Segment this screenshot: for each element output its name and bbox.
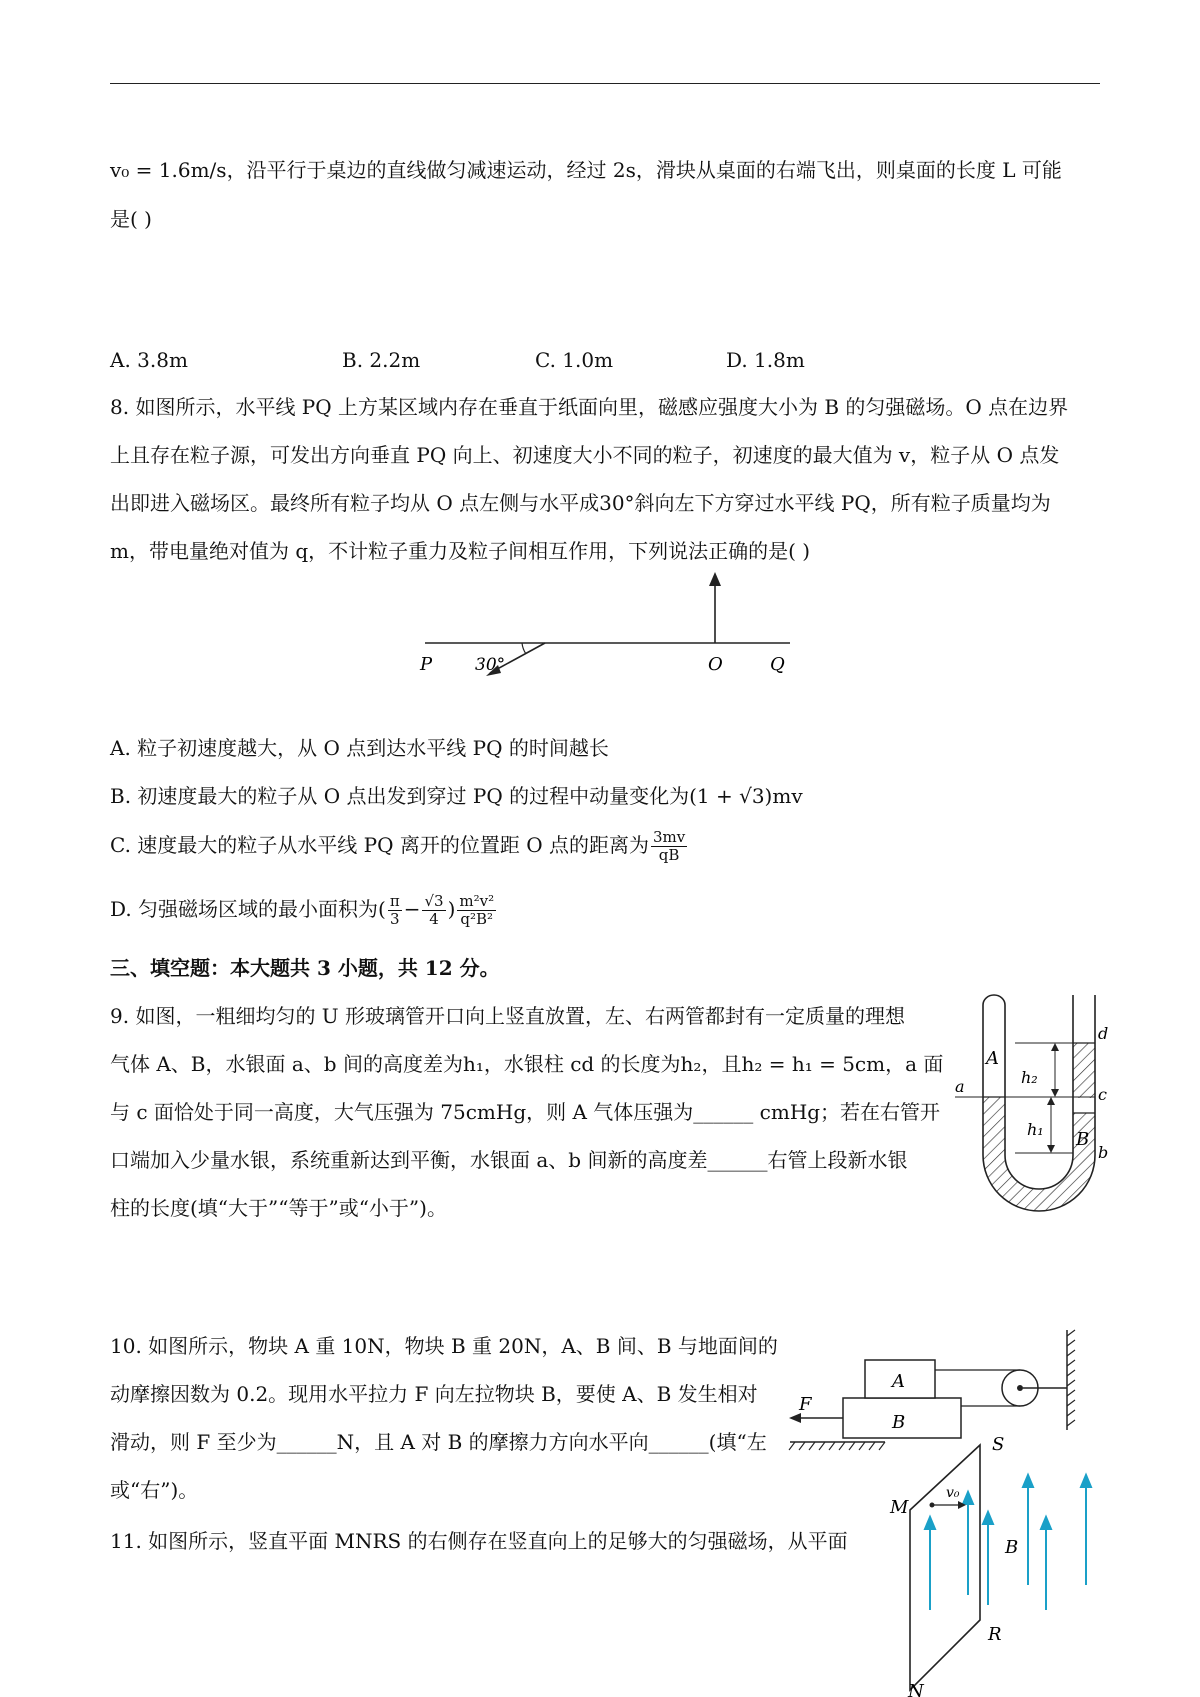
q8-option-c-text: C. 速度最大的粒子从水平线 PQ 离开的位置距 O 点的距离为 (110, 833, 649, 857)
q9-line-4: 口端加入少量水银，系统重新达到平衡，水银面 a、b 间新的高度差______右管上段新水银 (110, 1148, 908, 1172)
q10-line-4: 或“右”)。 (110, 1478, 199, 1502)
q8-line-1: 8. 如图所示，水平线 PQ 上方某区域内存在垂直于纸面向里，磁感应强度大小为 B 的匀强磁场。O 点在边界 (110, 395, 1069, 419)
q8-option-b: B. 初速度最大的粒子从 O 点出发到穿过 PQ 的过程中动量变化为(1 + √3)mv (110, 784, 803, 808)
q8-fig-label-p: P (420, 654, 433, 675)
q8-line-2: 上且存在粒子源，可发出方向垂直 PQ 向上、初速度大小不同的粒子，初速度的最大值为 v，粒子从 O 点发 (110, 443, 1060, 467)
q11-field-figure (880, 1435, 1100, 1697)
q8-option-c (110, 829, 689, 864)
q9-fig-label-h2: h₂ (1021, 1068, 1038, 1087)
q9-fig-label-c: c (1098, 1085, 1107, 1104)
q9-line-3: 与 c 面恰处于同一高度，大气压强为 75cmHg，则 A 气体压强为______ cmHg；若在右管开 (110, 1100, 941, 1124)
header-rule (110, 83, 1100, 84)
q9-fig-label-a-gas: A (986, 1048, 999, 1069)
q9-line-2: 气体 A、B，水银面 a、b 间的高度差为h₁，水银柱 cd 的长度为h₂，且h₂ = h₁ = 5cm，a 面 (110, 1052, 944, 1076)
q8-option-d-frac-3-den: q²B² (460, 910, 494, 928)
q11-fig-label-r: R (988, 1624, 1002, 1645)
q8-option-d-frac-1-den: 3 (390, 910, 400, 928)
q7-option-a: A. 3.8m (110, 348, 188, 372)
q11-line-1: 11. 如图所示，竖直平面 MNRS 的右侧存在竖直向上的足够大的匀强磁场，从平面 (110, 1529, 848, 1553)
q11-fig-label-m: M (890, 1497, 909, 1518)
q8-figure (410, 570, 800, 685)
q10-line-1: 10. 如图所示，物块 A 重 10N，物块 B 重 20N，A、B 间、B 与地面间的 (110, 1334, 778, 1358)
q7-line-2: 是( ) (110, 207, 152, 231)
q9-fig-label-d: d (1098, 1024, 1109, 1043)
q8-option-d-text: D. 匀强磁场区域的最小面积为( (110, 897, 386, 921)
q7-option-d: D. 1.8m (726, 348, 805, 372)
q7-option-c: C. 1.0m (535, 348, 614, 372)
q8-option-d (110, 893, 498, 928)
q11-fig-label-b: B (1005, 1537, 1019, 1558)
q8-option-d-minus: − (403, 897, 421, 921)
q8-option-d-frac-2 (422, 893, 445, 928)
q8-fig-label-q: Q (770, 654, 785, 675)
q11-fig-label-v0: v₀ (946, 1485, 960, 1501)
q9-u-tube-figure (955, 995, 1109, 1215)
q10-fig-label-f: F (799, 1394, 812, 1415)
q8-fig-label-angle: 30° (475, 655, 506, 675)
q8-line-4: m，带电量绝对值为 q，不计粒子重力及粒子间相互作用，下列说法正确的是( ) (110, 539, 811, 563)
q8-option-d-frac-3 (457, 893, 496, 928)
q7-line-1: v₀ = 1.6m/s，沿平行于桌边的直线做匀减速运动，经过 2s，滑块从桌面的右端飞出，则桌面的长度 L 可能 (110, 158, 1062, 182)
q10-fig-label-a: A (892, 1371, 905, 1392)
q11-fig-label-n: N (908, 1681, 924, 1697)
q9-line-5: 柱的长度(填“大于”“等于”或“小于”)。 (110, 1196, 447, 1220)
q10-line-3: 滑动，则 F 至少为______N，且 A 对 B 的摩擦力方向水平向______(填“左 (110, 1430, 767, 1454)
q9-fig-label-b-gas: B (1076, 1129, 1090, 1150)
q9-fig-label-b: b (1098, 1143, 1109, 1162)
q8-option-d-frac-1 (388, 893, 402, 928)
q9-line-1: 9. 如图，一粗细均匀的 U 形玻璃管开口向上竖直放置，左、右两管都封有一定质量的理想 (110, 1004, 906, 1028)
q11-fig-label-s: S (992, 1434, 1005, 1455)
q8-fig-label-o: O (708, 654, 723, 675)
q8-option-d-frac-2-num: √3 (424, 892, 444, 910)
q8-option-c-denominator: qB (658, 846, 680, 864)
q9-fig-label-a: a (955, 1077, 965, 1096)
q7-option-b: B. 2.2m (342, 348, 421, 372)
q8-line-3: 出即进入磁场区。最终所有粒子均从 O 点左侧与水平成30°斜向左下方穿过水平线 PQ，所有粒子质量均为 (110, 491, 1051, 515)
q8-option-a: A. 粒子初速度越大，从 O 点到达水平线 PQ 的时间越长 (110, 736, 609, 760)
q10-line-2: 动摩擦因数为 0.2。现用水平拉力 F 向左拉物块 B，要使 A、B 发生相对 (110, 1382, 758, 1406)
q8-option-d-frac-2-den: 4 (429, 910, 439, 928)
q8-option-c-fraction (651, 829, 687, 864)
q8-option-d-frac-3-num: m²v² (459, 892, 495, 910)
section-title: 三、填空题：本大题共 3 小题，共 12 分。 (110, 956, 500, 980)
q9-fig-label-h1: h₁ (1027, 1120, 1044, 1139)
q10-fig-label-b: B (892, 1412, 906, 1433)
q8-option-d-close: ) (447, 897, 456, 921)
q8-option-d-frac-1-num: π (389, 892, 400, 910)
q8-option-c-numerator: 3mv (652, 828, 686, 846)
